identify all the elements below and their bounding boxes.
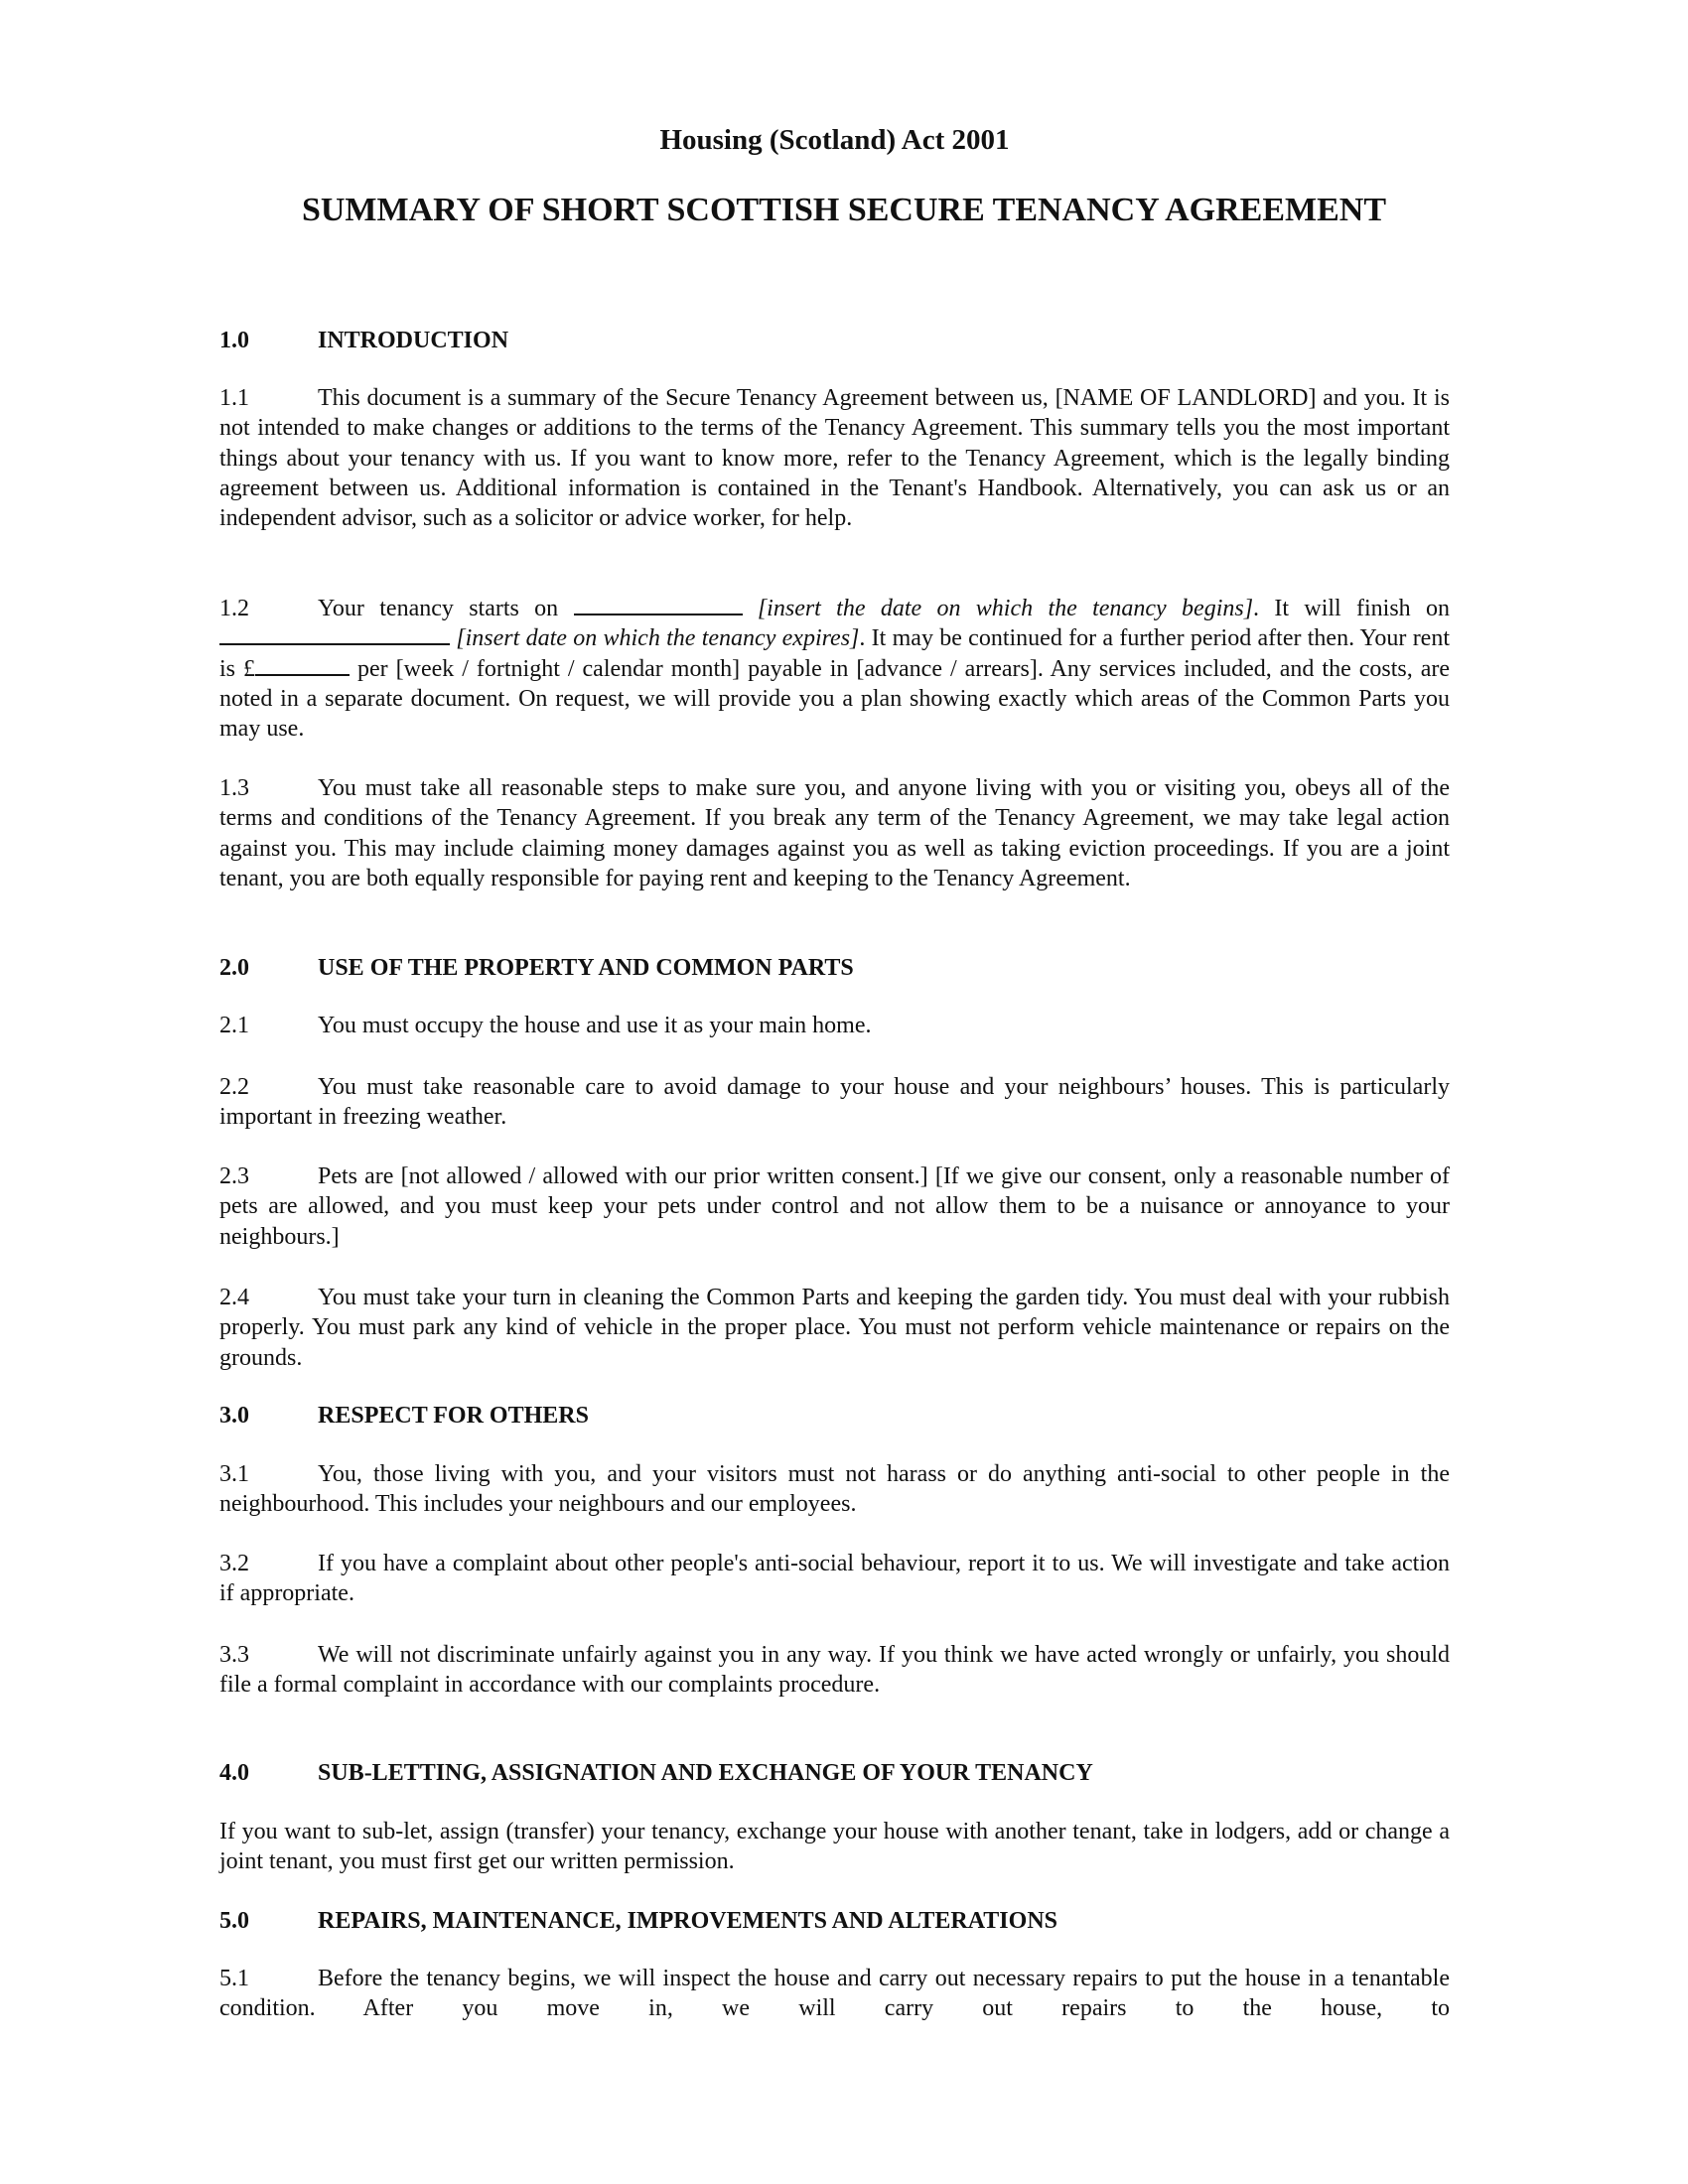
paragraph-number: 2.2 [219, 1074, 249, 1100]
heading-text: REPAIRS, MAINTENANCE, IMPROVEMENTS AND ALTERATIONS [318, 1908, 1057, 1934]
paragraph-number: 3.2 [219, 1551, 249, 1576]
paragraph-1-1 [219, 383, 1450, 533]
paragraph-text: We will not discriminate unfairly against you in any way. If you think we have acted wrongly or unfairly, you should file a formal complaint in accordance with our complaints procedure. [219, 1642, 1450, 1699]
paragraph-number: 3.3 [219, 1642, 249, 1668]
heading-text: RESPECT FOR OTHERS [318, 1403, 589, 1429]
instruction-start: [insert the date on which the tenancy begins] [757, 596, 1254, 621]
paragraph-4: If you want to sub-let, assign (transfer) your tenancy, exchange your house with another tenant, take in lodgers, add or change a joint tenant, you must first get our written permission. [219, 1819, 1450, 1875]
text-e: . It may be continued for a further period after then. Your rent is £ [219, 625, 1451, 682]
paragraph-text: Pets are [not allowed / allowed with our prior written consent.] [If we give our consent, only a reasonable number of pets are allowed, and you must keep your pets under control and not allow them to be a nuisance or annoyance to your neighbours.] [219, 1163, 1450, 1250]
rent-blank[interactable] [255, 654, 350, 676]
section-number: 3.0 [219, 1403, 249, 1429]
paragraph-text: You must take reasonable care to avoid damage to your house and your neighbours’ houses. This is particularly important in freezing weather. [219, 1074, 1450, 1131]
section-number: 1.0 [219, 328, 249, 353]
text-f: per [week / fortnight / calendar month] payable in [advance / arrears]. Any services included, and the costs, are noted in a separate document. On request, we will provide you a plan showing exactly which areas of the Common Parts you may use. [219, 655, 1450, 743]
section-number: 5.0 [219, 1908, 249, 1934]
paragraph-text: Before the tenancy begins, we will inspect the house and carry out necessary repairs to put the house in a tenantable condition. After you move in, we will carry out repairs to the house, to [219, 1966, 1450, 2022]
section-heading-2 [219, 953, 1450, 983]
paragraph-3-1 [219, 1459, 1450, 1520]
paragraph-3-3 [219, 1640, 1450, 1701]
paragraph-text: You must occupy the house and use it as your main home. [318, 1013, 872, 1038]
paragraph-2-3 [219, 1161, 1450, 1252]
section-heading-4 [219, 1758, 1450, 1788]
paragraph-text: You, those living with you, and your visitors must not harass or do anything anti-social to other people in the neighbourhood. This includes your neighbours and our employees. [219, 1461, 1450, 1518]
instruction-end: [insert date on which the tenancy expires] [456, 625, 860, 652]
paragraph-number: 2.1 [219, 1013, 249, 1038]
paragraph-number: 1.2 [219, 596, 249, 621]
paragraph-number: 1.1 [219, 385, 249, 411]
paragraph-text: If you have a complaint about other people's anti-social behaviour, report it to us. We will investigate and take action if appropriate. [219, 1551, 1450, 1607]
paragraph-number: 2.4 [219, 1285, 249, 1310]
section-heading-5 [219, 1906, 1450, 1936]
document-title: SUMMARY OF SHORT SCOTTISH SECURE TENANCY AGREEMENT [301, 192, 1387, 228]
paragraph-3-2 [219, 1549, 1450, 1609]
paragraph-2-2 [219, 1072, 1450, 1133]
paragraph-text: This document is a summary of the Secure Tenancy Agreement between us, [NAME OF LANDLORD] and you. It is not intended to make changes or additions to the terms of the Tenancy Agreement. This summary tells you the most important things about your tenancy with us. If you want to know more, refer to the Tenancy Agreement, which is the legally binding agreement between us. Additional information is contained in the Tenant's Handbook. Alternatively, you can ask us or an independent advisor, such as a solicitor or advice worker, for help. [219, 385, 1450, 532]
paragraph-1-3 [219, 773, 1450, 893]
paragraph-number: 3.1 [219, 1461, 249, 1487]
paragraph-2-4 [219, 1283, 1450, 1373]
heading-text: INTRODUCTION [318, 328, 509, 353]
section-number: 2.0 [219, 955, 249, 981]
paragraph-5-1 [219, 1964, 1450, 2024]
paragraph-text: You must take your turn in cleaning the Common Parts and keeping the garden tidy. You must deal with your rubbish properly. You must park any kind of vehicle in the proper place. You must not perform vehicle maintenance or repairs on the grounds. [219, 1285, 1450, 1371]
paragraph-number: 1.3 [219, 775, 249, 801]
section-heading-3 [219, 1401, 1450, 1431]
act-title: Housing (Scotland) Act 2001 [659, 124, 1010, 156]
heading-text: SUB-LETTING, ASSIGNATION AND EXCHANGE OF YOUR TENANCY [318, 1760, 1093, 1786]
section-heading-1 [219, 326, 1450, 355]
paragraph-text: You must take all reasonable steps to make sure you, and anyone living with you or visiting you, obeys all of the terms and conditions of the Tenancy Agreement. If you break any term of the Tenancy Agreement, we may take legal action against you. This may include claiming money damages against you as well as taking eviction proceedings. If you are a joint tenant, you are both equally responsible for paying rent and keeping to the Tenancy Agreement. [219, 775, 1450, 891]
paragraph-1-2 [219, 594, 1450, 744]
section-number: 4.0 [219, 1760, 249, 1786]
heading-text: USE OF THE PROPERTY AND COMMON PARTS [318, 955, 854, 981]
paragraph-number: 2.3 [219, 1163, 249, 1189]
end-date-blank[interactable] [219, 623, 450, 645]
paragraph-number: 5.1 [219, 1966, 249, 1991]
text-a: Your tenancy starts on [318, 596, 559, 621]
text-c: . It will finish on [1253, 596, 1451, 621]
start-date-blank[interactable] [574, 594, 743, 615]
paragraph-2-1 [219, 1011, 1450, 1040]
